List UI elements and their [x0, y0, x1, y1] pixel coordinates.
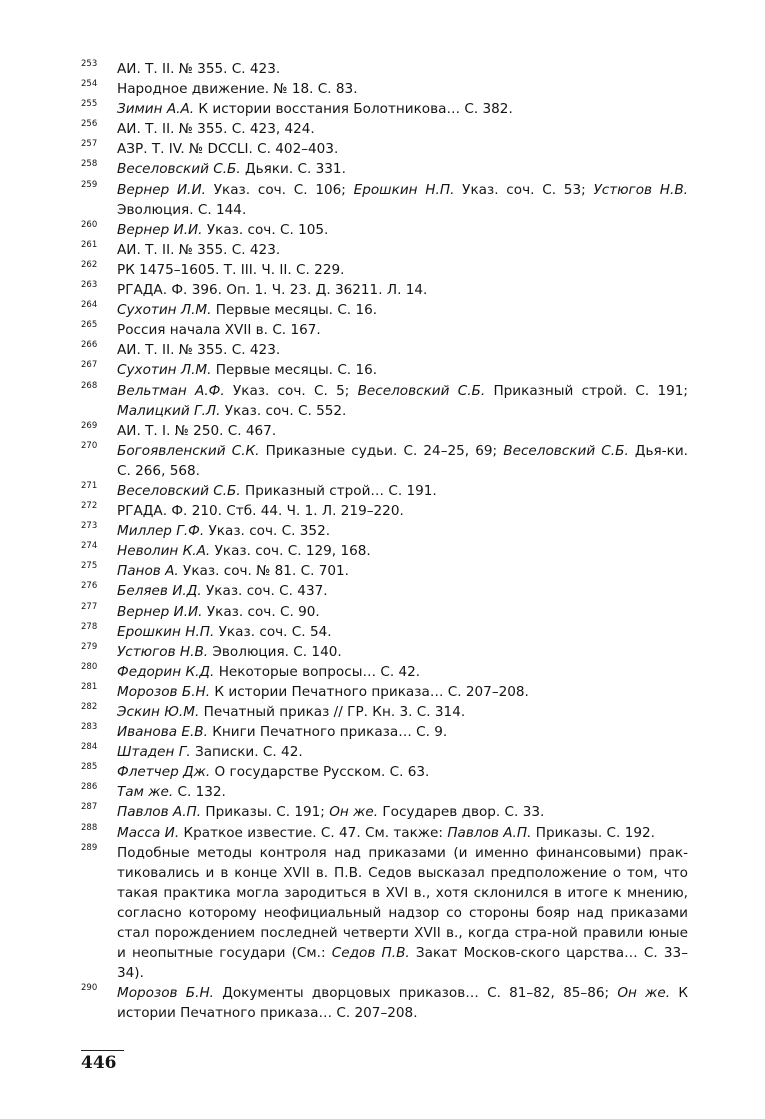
footnote — [81, 983, 688, 1023]
footnote-text — [117, 682, 688, 702]
footnote-number: 268 — [81, 380, 98, 391]
footnote — [81, 159, 688, 179]
footnote-text — [117, 521, 688, 541]
footnote-text — [117, 421, 688, 441]
footnote-text — [117, 843, 688, 984]
footnote-text-segment: Народное движение. № 18. С. 83. — [117, 81, 358, 98]
footnote-text-segment: Закат Москов-ского царства… С. 33–34). — [117, 945, 688, 982]
footnote-text-segment: Первые месяцы. С. 16. — [211, 302, 378, 319]
footnote-author: Павлов А.П. — [447, 824, 532, 841]
footnote-author: Веселовский С.Б. — [357, 382, 486, 399]
footnote-text-segment: Эволюция. С. 144. — [117, 201, 247, 218]
footnote-text — [117, 762, 688, 782]
footnote-text-segment: Указ. соч. С. 105. — [202, 221, 329, 238]
footnote-text-segment: Дья-ки. С. 266, 568. — [117, 442, 688, 479]
footnote-text-segment: К истории Печатного приказа… С. 207–208. — [210, 683, 529, 700]
footnote-text-segment: Книги Печатного приказа… С. 9. — [207, 724, 448, 741]
footnote-author: Малицкий Г.Л. — [117, 402, 221, 419]
page-number-rule — [81, 1050, 124, 1051]
footnote-author: Флетчер Дж. — [117, 764, 211, 781]
footnote-author: Павлов А.П. — [117, 804, 202, 821]
footnote-number: 286 — [81, 782, 98, 793]
footnote-text-segment: РГАДА. Ф. 396. Оп. 1. Ч. 23. Д. 36211. Л. 14. — [117, 282, 428, 299]
footnote-number: 276 — [81, 581, 98, 592]
footnote-author: Устюгов Н.В. — [593, 181, 688, 198]
footnote — [81, 602, 688, 622]
footnote-author: Седов П.В. — [331, 945, 410, 962]
footnote-number: 258 — [81, 159, 98, 170]
footnote — [81, 662, 688, 682]
footnote — [81, 541, 688, 561]
footnote-author: Штаден Г. — [117, 744, 191, 761]
footnote — [81, 320, 688, 340]
footnote-number: 270 — [81, 440, 98, 451]
footnote — [81, 742, 688, 762]
footnote-text — [117, 139, 688, 159]
footnote — [81, 340, 688, 360]
footnote-text-segment: АИ. Т. I. № 250. С. 467. — [117, 422, 277, 439]
footnote-author: Вельтман А.Ф. — [117, 382, 225, 399]
footnote-text-segment: К истории Печатного приказа… С. 207–208. — [117, 985, 688, 1022]
footnote — [81, 762, 688, 782]
footnote — [81, 381, 688, 421]
footnote-author: Богоявленский С.К. — [117, 442, 260, 459]
footnote-author: Неволин К.А. — [117, 543, 211, 560]
footnote-author: Там же. — [117, 784, 174, 801]
footnote-number: 283 — [81, 722, 98, 733]
footnote-author: Сухотин Л.М. — [117, 302, 212, 319]
footnote-text — [117, 119, 688, 139]
footnote-number: 287 — [81, 802, 98, 813]
footnote-author: Беляев И.Д. — [117, 583, 202, 600]
footnote-text-segment: Указ. соч. С. 437. — [201, 583, 328, 600]
footnote-text — [117, 501, 688, 521]
footnote-text-segment: Указ. соч. С. 106; — [205, 181, 354, 198]
footnote-text — [117, 702, 688, 722]
footnote — [81, 280, 688, 300]
footnote-text-segment: Дьяки. С. 331. — [240, 161, 346, 178]
footnote-author: Сухотин Л.М. — [117, 362, 212, 379]
footnote-text — [117, 300, 688, 320]
footnote-text-segment: Краткое известие. С. 47. См. также: — [179, 824, 448, 841]
footnote — [81, 581, 688, 601]
footnote-author: Он же. — [617, 985, 671, 1002]
footnote-number: 290 — [81, 983, 98, 994]
footnote-text — [117, 722, 688, 742]
footnote-number: 289 — [81, 842, 98, 853]
footnote — [81, 360, 688, 380]
footnote-text — [117, 782, 688, 802]
footnote — [81, 240, 688, 260]
footnote-text — [117, 983, 688, 1023]
footnote-text — [117, 280, 688, 300]
footnote-text-segment: Указ. соч. С. 90. — [202, 603, 320, 620]
footnote-text-segment: Документы дворцовых приказов… С. 81–82, 85–86; — [213, 985, 618, 1002]
footnote-number: 274 — [81, 541, 98, 552]
footnote-text-segment: АИ. Т. II. № 355. С. 423. — [117, 241, 281, 258]
footnote — [81, 441, 688, 481]
footnote-author: Веселовский С.Б. — [503, 442, 629, 459]
footnote-number: 280 — [81, 661, 98, 672]
footnote-author: Вернер И.И. — [117, 221, 203, 238]
page-number: 446 — [81, 1053, 117, 1073]
footnote — [81, 561, 688, 581]
footnote-text-segment: Россия начала XVII в. С. 167. — [117, 322, 321, 339]
footnote-number: 281 — [81, 681, 98, 692]
footnote-text-segment: Печатный приказ // ГР. Кн. 3. С. 314. — [199, 704, 466, 720]
footnote-author: Он же. — [329, 804, 379, 821]
footnote-text-segment: РК 1475–1605. Т. III. Ч. II. С. 229. — [117, 261, 345, 278]
footnote-text-segment: Приказные судьи. С. 24–25, 69; — [259, 442, 504, 459]
footnote-author: Миллер Г.Ф. — [117, 523, 205, 540]
footnote-text — [117, 79, 688, 99]
footnote-number: 254 — [81, 79, 98, 90]
footnote-number: 288 — [81, 822, 98, 833]
footnote-text — [117, 59, 688, 79]
footnote-text-segment: Указ. соч. С. 352. — [204, 523, 331, 540]
footnote-text — [117, 541, 688, 561]
footnote-text-segment: О государстве Русском. С. 63. — [210, 764, 430, 781]
footnote-author: Вернер И.И. — [117, 603, 203, 620]
footnote-text — [117, 662, 688, 682]
footnote — [81, 843, 688, 984]
footnote-text — [117, 481, 688, 501]
footnote — [81, 642, 688, 662]
footnote-text — [117, 360, 688, 380]
footnote-text — [117, 99, 688, 119]
footnote-number: 277 — [81, 601, 98, 612]
footnote-number: 262 — [81, 259, 98, 270]
footnote-text-segment: Указ. соч. С. 53; — [454, 181, 594, 198]
footnote-text-segment: АИ. Т. II. № 355. С. 423, 424. — [117, 121, 315, 138]
footnote-number: 263 — [81, 280, 98, 291]
footnote — [81, 782, 688, 802]
footnote — [81, 99, 688, 119]
footnote-text-segment: Указ. соч. № 81. С. 701. — [178, 563, 349, 580]
footnote-text-segment: Эволюция. С. 140. — [208, 643, 342, 660]
footnote — [81, 260, 688, 280]
footnote-number: 260 — [81, 219, 98, 230]
footnote-text — [117, 159, 688, 179]
footnote-number: 259 — [81, 179, 98, 190]
footnote-number: 282 — [81, 702, 98, 712]
footnote-number: 273 — [81, 521, 98, 532]
footnotes-list — [81, 59, 688, 1024]
footnote-text-segment: Приказы. С. 192. — [531, 824, 655, 841]
footnote-text-segment: АИ. Т. II. № 355. С. 423. — [117, 342, 281, 359]
footnote-text — [117, 220, 688, 240]
footnote-text — [117, 441, 688, 481]
footnote-author: Масса И. — [117, 824, 180, 841]
footnote-number: 261 — [81, 239, 98, 250]
footnote-number: 257 — [81, 139, 98, 150]
footnote-text — [117, 340, 688, 360]
footnote-text-segment: АИ. Т. II. № 355. С. 423. — [117, 61, 281, 77]
footnote-text-segment: Указ. соч. С. 552. — [220, 402, 347, 419]
footnote-text — [117, 742, 688, 762]
footnote — [81, 802, 688, 822]
footnote-author: Ерошкин Н.П. — [117, 623, 215, 640]
footnote — [81, 180, 688, 220]
footnote — [81, 421, 688, 441]
footnote-number: 269 — [81, 420, 98, 431]
footnote-author: Ерошкин Н.П. — [353, 181, 455, 198]
footnote-author: Вернер И.И. — [117, 181, 206, 198]
footnote-number: 256 — [81, 119, 98, 130]
footnote-text — [117, 581, 688, 601]
footnote-number: 255 — [81, 99, 98, 110]
footnote-text — [117, 642, 688, 662]
footnote-text-segment: К истории восстания Болотникова… С. 382. — [194, 101, 513, 118]
footnote-number: 271 — [81, 480, 98, 491]
footnote — [81, 823, 688, 843]
footnote-text — [117, 240, 688, 260]
footnote — [81, 119, 688, 139]
footnote-text — [117, 381, 688, 421]
footnote-text-segment: Приказы. С. 191; — [201, 804, 330, 821]
footnote-author: Веселовский С.Б. — [117, 482, 241, 499]
footnote-text — [117, 602, 688, 622]
footnote-author: Зимин А.А. — [117, 101, 195, 118]
footnote-text — [117, 561, 688, 581]
footnote-text — [117, 622, 688, 642]
footnote-number: 265 — [81, 320, 98, 331]
footnote-text-segment: Приказный строй. С. 191; — [485, 382, 688, 399]
footnote — [81, 722, 688, 742]
footnote — [81, 622, 688, 642]
footnote-number: 279 — [81, 641, 98, 652]
footnote — [81, 79, 688, 99]
footnote-text-segment: Некоторые вопросы… С. 42. — [214, 663, 421, 680]
footnote — [81, 300, 688, 320]
footnote-text-segment: Приказный строй… С. 191. — [240, 482, 437, 499]
footnote-text — [117, 823, 688, 843]
footnote-number: 267 — [81, 360, 98, 371]
footnote — [81, 501, 688, 521]
footnote-text-segment: АЗР. Т. IV. № DCCLI. С. 402–403. — [117, 141, 339, 158]
footnote-author: Устюгов Н.В. — [117, 643, 209, 660]
footnote-text-segment: Записки. С. 42. — [190, 744, 303, 761]
footnote-author: Веселовский С.Б. — [117, 161, 241, 178]
footnote-text-segment: РГАДА. Ф. 210. Стб. 44. Ч. 1. Л. 219–220. — [117, 503, 404, 520]
footnote-text-segment: Государев двор. С. 33. — [378, 804, 545, 821]
footnote-author: Морозов Б.Н. — [117, 683, 211, 700]
footnote-number: 272 — [81, 501, 98, 512]
footnote-text — [117, 180, 688, 220]
footnote — [81, 521, 688, 541]
footnote-author: Морозов Б.Н. — [117, 985, 214, 1002]
footnote-number: 253 — [81, 59, 98, 69]
footnote-text-segment: Указ. соч. С. 129, 168. — [210, 543, 371, 560]
footnote-number: 266 — [81, 340, 98, 351]
footnote — [81, 220, 688, 240]
footnote — [81, 59, 688, 79]
footnote-author: Иванова Е.В. — [117, 724, 208, 741]
footnote-number: 278 — [81, 621, 98, 632]
footnote-author: Федорин К.Д. — [117, 663, 215, 680]
footnote — [81, 139, 688, 159]
footnote-number: 284 — [81, 742, 98, 753]
footnote — [81, 481, 688, 501]
footnote-author: Панов А. — [117, 563, 179, 580]
footnote-text — [117, 802, 688, 822]
footnote-text — [117, 260, 688, 280]
footnote-number: 264 — [81, 300, 98, 311]
footnote-author: Эскин Ю.М. — [117, 704, 200, 720]
footnote-text-segment: Указ. соч. С. 54. — [214, 623, 332, 640]
footnote-text-segment: Подобные методы контроля над приказами (и именно финансовыми) прак-тиковались и в конце XVII в. П.В. Седов высказал предположение о том, что такая практика могла зародиться в XVI в., хотя склонился в итоге к мнению, согласно которому неофициальный надзор со стороны бояр над приказами стал порождением последней четверти XVII в., когда стра-ной правили юные и неопытные государи (См.: — [117, 844, 688, 962]
footnote-number: 275 — [81, 561, 98, 572]
footnote-text — [117, 320, 688, 340]
footnote — [81, 682, 688, 702]
footnote-number: 285 — [81, 762, 98, 773]
footnote-text-segment: С. 132. — [173, 784, 226, 801]
footnote-text-segment: Первые месяцы. С. 16. — [211, 362, 378, 379]
footnote — [81, 702, 688, 722]
footnote-text-segment: Указ. соч. С. 5; — [224, 382, 358, 399]
